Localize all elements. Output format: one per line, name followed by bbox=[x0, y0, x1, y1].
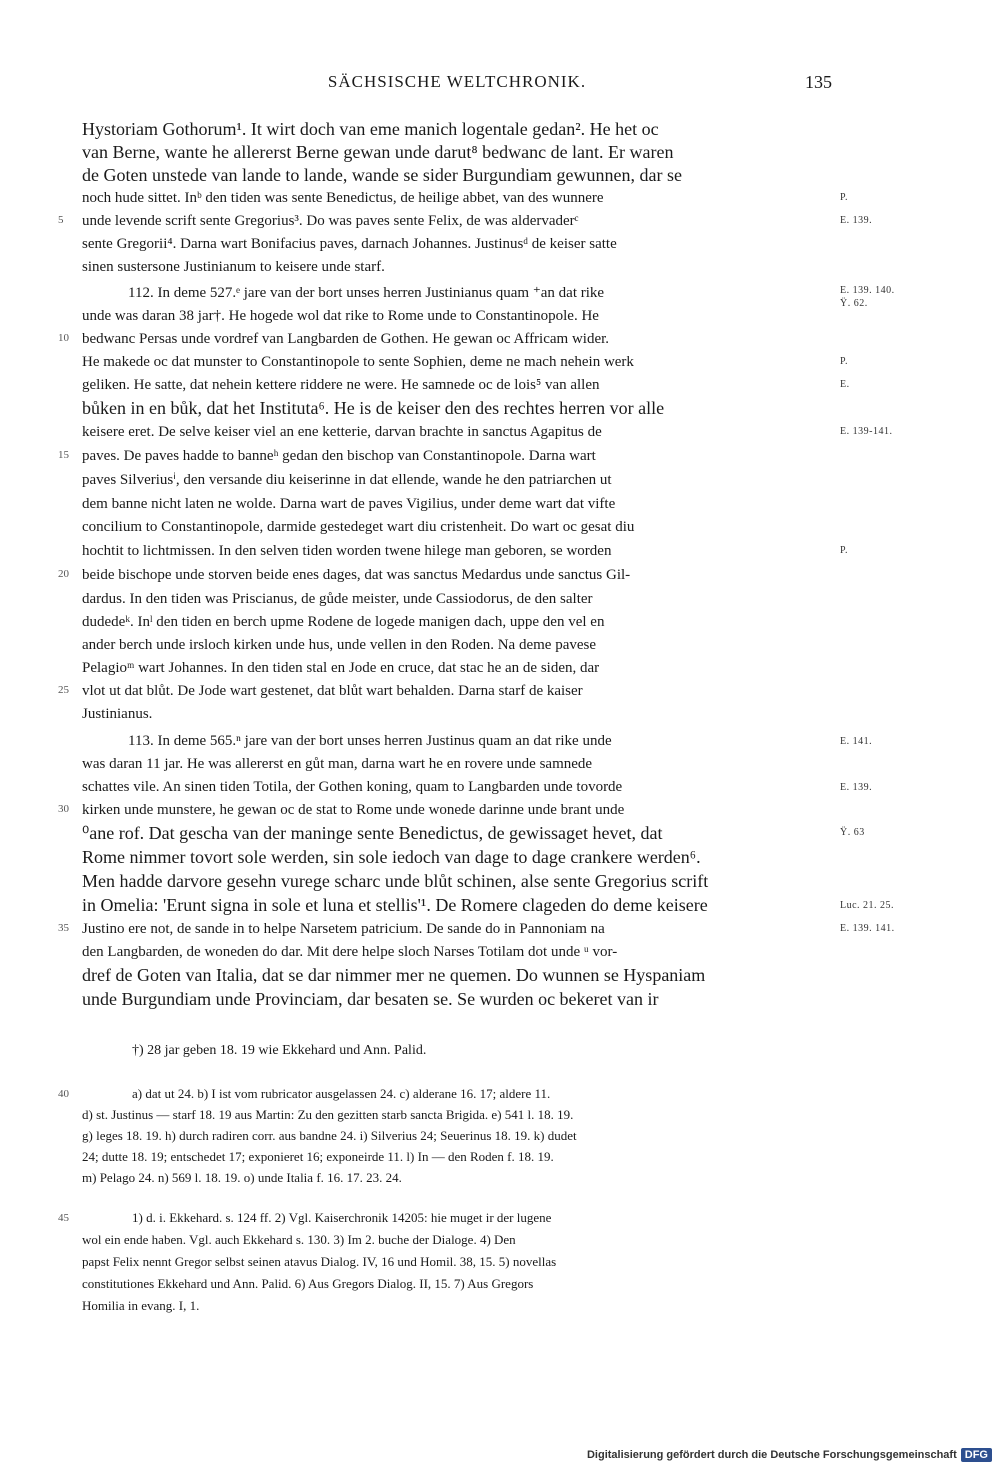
banner-text: Digitalisierung gefördert durch die Deutsche Forschungsgemeinschaft bbox=[586, 1449, 957, 1461]
line-number: 30 bbox=[58, 803, 69, 815]
margin-reference: Ÿ. 62. bbox=[840, 298, 868, 309]
text-line: vlot ut dat blůt. De Jode wart gestenet, dat blůt wart behalden. Darna starf de kaiser bbox=[82, 683, 583, 699]
source-note: wol ein ende haben. Vgl. auch Ekkehard s. 130. 3) Im 2. buche der Dialoge. 4) Den bbox=[82, 1232, 516, 1247]
text-line: dudedeᵏ. Inˡ den tiden en berch upme Rodene de logede manigen dach, uppe den vel en bbox=[82, 614, 605, 630]
text-line: ander berch unde irsloch kirken unde hus, unde vellen in den Roden. Na deme pavese bbox=[82, 637, 596, 653]
line-number: 35 bbox=[58, 922, 69, 934]
margin-reference: E. 141. bbox=[840, 736, 873, 747]
text-line: den Langbarden, de woneden do dar. Mit dere helpe sloch Narses Totilam dot unde ᵘ vor- bbox=[82, 944, 618, 960]
line-number: 25 bbox=[58, 684, 69, 696]
text-line: paves. De paves hadde to banneʰ gedan den bischop van Constantinopole. Darna wart bbox=[82, 448, 596, 464]
text-line: unde levende scrift sente Gregorius³. Do was paves sente Felix, de was aldervaderᶜ bbox=[82, 213, 579, 229]
text-line: unde Burgundiam unde Provinciam, dar besaten se. Se wurden oc bekeret van ir bbox=[82, 989, 659, 1009]
margin-reference: E. 139. 140. bbox=[840, 285, 895, 296]
margin-reference: E. 139. bbox=[840, 782, 873, 793]
line-number: 20 bbox=[58, 568, 69, 580]
text-line: schattes vile. An sinen tiden Totila, der Gothen koning, quam to Langbarden unde tovorde bbox=[82, 779, 623, 795]
text-line: concilium to Constantinopole, darmide gestedeget wart diu cristenheit. Do wart oc gesat diu bbox=[82, 519, 635, 535]
text-line: dref de Goten van Italia, dat se dar nimmer mer ne quemen. Do wunnen se Hyspaniam bbox=[82, 965, 706, 985]
text-line: Justino ere not, de sande in to helpe Narsetem patricium. De sande do in Pannoniam na bbox=[82, 921, 605, 937]
margin-reference: E. bbox=[840, 379, 850, 390]
text-line: bedwanc Persas unde vordref van Langbarden de Gothen. He gewan oc Affricam wider. bbox=[82, 331, 610, 347]
text-line: Men hadde darvore gesehn vurege scharc unde blůt schinen, alse sente Gregorius scrift bbox=[82, 871, 709, 891]
margin-reference: P. bbox=[840, 192, 848, 203]
text-line: bůken in en bůk, dat het Instituta⁶. He is de keiser den des rechtes herren vor alle bbox=[82, 398, 665, 418]
text-line: kirken unde munstere, he gewan oc de stat to Rome unde wonede darinne unde brant unde bbox=[82, 802, 625, 818]
line-number: 5 bbox=[58, 214, 64, 226]
text-line: keisere eret. De selve keiser viel an ene ketterie, darvan brachte in sanctus Agapitus de bbox=[82, 424, 602, 440]
text-line: van Berne, wante he allererst Berne gewan unde darut⁸ bedwanc de lant. Er waren bbox=[82, 142, 674, 162]
dagger-note: †) 28 jar geben 18. 19 wie Ekkehard und Ann. Palid. bbox=[132, 1043, 427, 1058]
text-line: de Goten unstede van lande to lande, wande se sider Burgundiam gewunnen, dar se bbox=[82, 165, 682, 185]
margin-reference: Ÿ. 63 bbox=[840, 827, 865, 838]
source-note: 1) d. i. Ekkehard. s. 124 ff. 2) Vgl. Kaiserchronik 14205: hie muget ir der lugene bbox=[132, 1210, 552, 1225]
page-header bbox=[82, 72, 832, 98]
text-line: ⁰ane rof. Dat gescha van der maninge sente Benedictus, de gewissaget hevet, dat bbox=[82, 823, 663, 843]
source-note: constitutiones Ekkehard und Ann. Palid. 6) Aus Gregors Dialog. II, 15. 7) Aus Gregors bbox=[82, 1276, 534, 1291]
text-line: He makede oc dat munster to Constantinopole to sente Sophien, deme ne mach nehein werk bbox=[82, 354, 634, 370]
text-line: geliken. He satte, dat nehein kettere riddere ne were. He samnede oc de lois⁵ van allen bbox=[82, 377, 600, 393]
text-line: sinen sustersone Justinianum to keisere unde starf. bbox=[82, 259, 385, 275]
line-number: 15 bbox=[58, 449, 69, 461]
text-line: in Omelia: 'Erunt signa in sole et luna et stellis'¹. De Romere clageden do deme keisere bbox=[82, 895, 708, 915]
text-line: noch hude sittet. Inᵇ den tiden was sente Benedictus, de heilige abbet, van des wunnere bbox=[82, 190, 604, 206]
text-line: Pelagioᵐ wart Johannes. In den tiden stal en Jode en cruce, dat stac he an de siden, dar bbox=[82, 660, 600, 676]
page-number: 135 bbox=[805, 72, 832, 92]
line-number: 45 bbox=[58, 1212, 69, 1224]
text-line: hochtit to lichtmissen. In den selven tiden worden twene hilege man geboren, se worden bbox=[82, 543, 612, 559]
text-line: dardus. In den tiden was Priscianus, de gůde meister, unde Cassiodorus, de den salter bbox=[82, 591, 593, 607]
text-line: was daran 11 jar. He was allererst en gůt man, darna wart he en rovere unde samnede bbox=[82, 756, 593, 772]
section-heading-112: 112. In deme 527.ᵉ jare van der bort unses herren Justinianus quam ⁺an dat rike bbox=[128, 285, 605, 301]
variant-note: a) dat ut 24. b) I ist vom rubricator ausgelassen 24. c) alderane 16. 17; aldere 11. bbox=[132, 1086, 551, 1101]
digitization-banner bbox=[587, 1445, 992, 1465]
text-line: Hystoriam Gothorum¹. It wirt doch van eme manich logentale gedan². He het oc bbox=[82, 119, 659, 139]
section-heading-113: 113. In deme 565.ⁿ jare van der bort unses herren Justinus quam an dat rike unde bbox=[128, 733, 612, 749]
text-line: unde was daran 38 jar†. He hogede wol dat rike to Rome unde to Constantinopole. He bbox=[82, 308, 599, 324]
text-line: Justinianus. bbox=[82, 706, 153, 722]
source-note: papst Felix nennt Gregor selbst seinen atavus Dialog. IV, 16 und Homil. 38, 15. 5) novellas bbox=[82, 1254, 557, 1269]
variant-note: d) st. Justinus — starf 18. 19 aus Martin: Zu den gezitten starb sancta Brigida. e) 541 l. 18. 19. bbox=[82, 1107, 574, 1122]
margin-reference: P. bbox=[840, 356, 848, 367]
dfg-logo-icon: DFG bbox=[961, 1448, 992, 1462]
text-line: paves Silveriusⁱ, den versande diu keiserinne in dat ellende, wande he den patriarchen ut bbox=[82, 472, 612, 488]
text-line: Rome nimmer tovort sole werden, sin sole iedoch van dage to dage crankere werden⁶. bbox=[82, 847, 701, 867]
source-note: Homilia in evang. I, 1. bbox=[82, 1298, 200, 1313]
margin-reference: E. 139. bbox=[840, 215, 873, 226]
text-line: beide bischope unde storven beide enes dages, dat was sanctus Medardus unde sanctus Gil- bbox=[82, 567, 631, 583]
margin-reference: E. 139-141. bbox=[840, 426, 893, 437]
text-line: dem banne nicht laten ne wolde. Darna wart de paves Vigilius, under deme wart dat vifte bbox=[82, 496, 616, 512]
variant-note: g) leges 18. 19. h) durch radiren corr. aus bandne 24. i) Silverius 24; Seuerinus 18. 19. k) dudet bbox=[82, 1128, 577, 1143]
variant-note: m) Pelago 24. n) 569 l. 18. 19. o) unde Italia f. 16. 17. 23. 24. bbox=[82, 1170, 402, 1185]
line-number: 40 bbox=[58, 1088, 69, 1100]
line-number: 10 bbox=[58, 332, 69, 344]
running-title: SÄCHSISCHE WELTCHRONIK. bbox=[327, 72, 587, 91]
margin-reference: Luc. 21. 25. bbox=[840, 900, 895, 911]
text-line: sente Gregorii⁴. Darna wart Bonifacius paves, darnach Johannes. Justinusᵈ de keiser satte bbox=[82, 236, 617, 252]
variant-note: 24; dutte 18. 19; entschedet 17; exponieret 16; exponeirde 11. l) In — den Roden f. 18. 19. bbox=[82, 1149, 554, 1164]
margin-reference: E. 139. 141. bbox=[840, 923, 895, 934]
margin-reference: P. bbox=[840, 545, 848, 556]
